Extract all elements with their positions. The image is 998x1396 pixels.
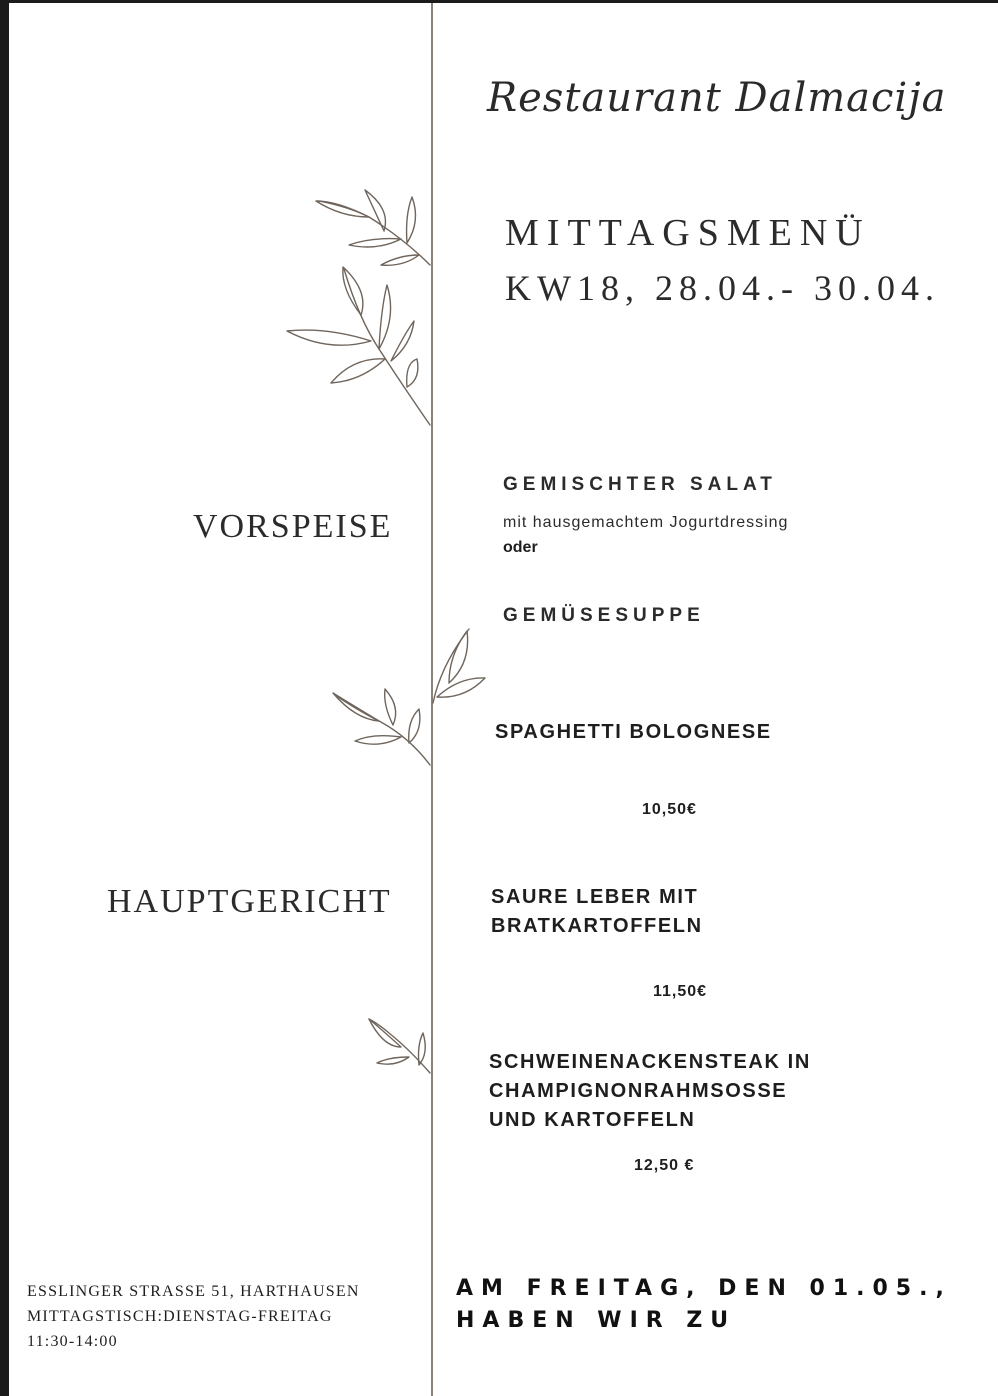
dish-name xyxy=(489,1048,811,1135)
dish-name xyxy=(491,883,703,941)
main-section-label: HAUPTGERICHT xyxy=(107,883,392,920)
menu-page xyxy=(9,3,998,1396)
opening-days-line: MITTAGSTISCH:DIENSTAG-FREITAG xyxy=(27,1308,333,1325)
starter-item-description: mit hausgemachtem Jogurtdressing xyxy=(503,514,789,531)
starter-item-name: GEMÜSESUPPE xyxy=(503,605,705,626)
dish-name-line: BRATKARTOFFELN xyxy=(491,915,703,937)
dish-name-line: SAURE LEBER MIT xyxy=(491,886,699,908)
opening-hours-line: 11:30-14:00 xyxy=(27,1333,118,1350)
dish-name-line: SCHWEINENACKENSTEAK IN xyxy=(489,1051,811,1073)
restaurant-name: Restaurant Dalmacija xyxy=(487,75,947,121)
footer-address xyxy=(27,1279,360,1354)
closure-notice xyxy=(456,1273,952,1337)
starter-item-name: GEMISCHTER SALAT xyxy=(503,474,777,495)
dish-price: 10,50€ xyxy=(642,801,697,818)
dish-name-line: UND KARTOFFELN xyxy=(489,1109,696,1131)
leaf-branch-icon xyxy=(369,1019,430,1073)
menu-week: KW18, 28.04.- 30.04. xyxy=(505,268,940,308)
menu-title: MITTAGSMENÜ xyxy=(505,212,871,254)
closure-notice-line: HABEN WIR ZU xyxy=(456,1308,737,1333)
leaf-branch-icon xyxy=(333,689,430,765)
dish-price: 12,50 € xyxy=(634,1157,695,1174)
dish-name xyxy=(495,718,772,747)
leaf-branch-icon xyxy=(287,267,430,425)
starter-section-label: VORSPEISE xyxy=(193,508,393,545)
leaf-branch-icon xyxy=(433,629,485,703)
leaf-branch-icon xyxy=(316,190,430,265)
dish-price: 11,50€ xyxy=(653,983,708,1000)
dish-name-line: CHAMPIGNONRAHMSOSSE xyxy=(489,1080,788,1102)
address-line: ESSLINGER STRASSE 51, HARTHAUSEN xyxy=(27,1283,360,1300)
closure-notice-line: AM FREITAG, DEN 01.05., xyxy=(456,1276,952,1301)
starter-connector: oder xyxy=(503,539,538,556)
dish-name-line: SPAGHETTI BOLOGNESE xyxy=(495,721,772,743)
